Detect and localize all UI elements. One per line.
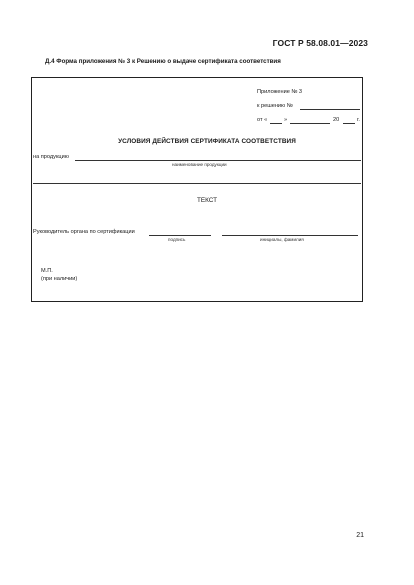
head-label: Руководитель органа по сертификации (33, 229, 135, 235)
stamp-note: (при наличии) (41, 276, 78, 282)
initials-line (222, 235, 358, 236)
form-caption: Д.4 Форма приложения № 3 к Решению о выдаче сертификата соответствия (45, 58, 281, 65)
product-label: на продукцию (33, 154, 69, 160)
date-from-label: от « (257, 117, 268, 123)
product-line-2 (33, 183, 361, 184)
stamp-label: М.П. (41, 268, 53, 274)
decision-label: к решению № (257, 103, 293, 109)
standard-code: ГОСТ Р 58.08.01—2023 (272, 38, 368, 48)
signature-hint: подпись (168, 237, 186, 242)
form-title: УСЛОВИЯ ДЕЙСТВИЯ СЕРТИФИКАТА СООТВЕТСТВИЯ (118, 138, 296, 145)
date-quote: » (284, 117, 288, 123)
product-line (75, 160, 361, 161)
product-hint: наименование продукции (172, 162, 227, 167)
date-year-prefix: 20 (333, 117, 340, 123)
signature-line (149, 235, 211, 236)
appendix-label: Приложение № 3 (257, 89, 303, 95)
decision-number-line (300, 109, 360, 110)
date-month-line (290, 123, 330, 124)
date-suffix: г. (357, 117, 360, 123)
text-placeholder: ТЕКСТ (196, 197, 218, 204)
date-year-line (343, 123, 355, 124)
form-frame (31, 77, 363, 302)
date-day-line (270, 123, 282, 124)
page-number: 21 (356, 532, 364, 539)
initials-hint: инициалы, фамилия (260, 237, 304, 242)
